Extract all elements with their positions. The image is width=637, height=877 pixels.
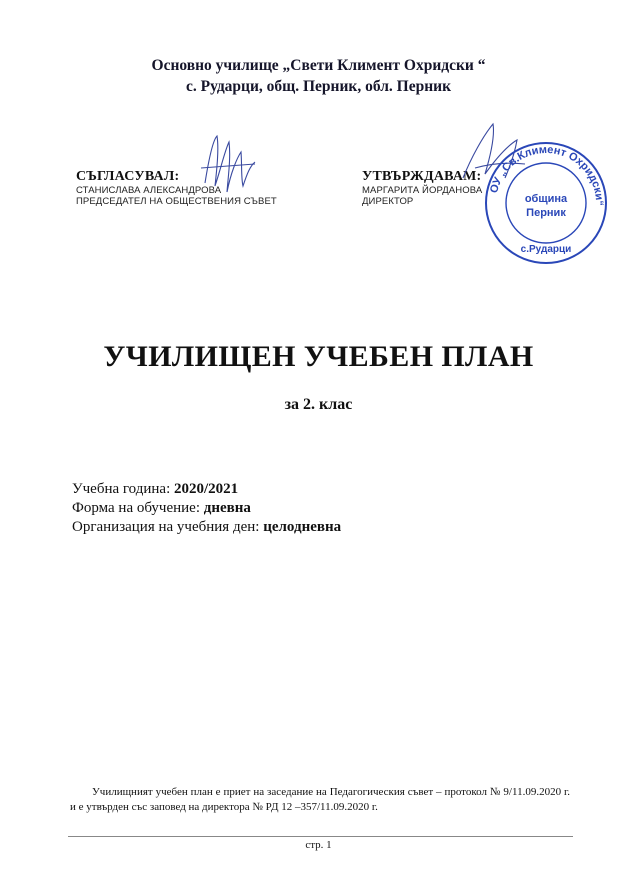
stamp-bottom-text: с.Рударци <box>520 244 572 255</box>
school-name: Основно училище „Свети Климент Охридски “ <box>151 57 486 74</box>
stamp-inner-line1: община <box>524 193 568 205</box>
approval-right-position: ДИРЕКТОР <box>362 196 414 207</box>
approval-left-position: ПРЕДСЕДАТЕЛ НА ОБЩЕСТВЕНИЯ СЪВЕТ <box>76 196 277 207</box>
approval-right-title: УТВЪРЖДАВАМ: <box>362 169 482 184</box>
school-address: с. Рударци, общ. Перник, обл. Перник <box>185 78 452 95</box>
info-block <box>72 480 341 537</box>
document-grade: за 2. клас <box>284 396 353 413</box>
approval-right-name: МАРГАРИТА ЙОРДАНОВА <box>362 185 483 196</box>
page-number: стр. 1 <box>305 839 332 851</box>
footer-note-text: Училищният учебен план е приет на заседание на Педагогическия съвет – протокол № 9/11.09.2020 г. и е утвърден със заповед на директора № РД 12 –357/11.09.2020 г. <box>70 786 570 813</box>
school-year-label: Учебна година: <box>72 481 174 497</box>
organization-label: Организация на учебния ден: <box>72 519 264 535</box>
footer-note <box>70 785 570 815</box>
form-value: дневна <box>203 500 251 516</box>
document-title: УЧИЛИЩЕН УЧЕБЕН ПЛАН <box>103 340 534 373</box>
school-header <box>0 55 637 97</box>
form-label: Форма на обучение: <box>72 500 204 516</box>
form-line <box>72 499 341 518</box>
school-year-line <box>72 480 341 499</box>
stamp-outer-text: ОУ „Св.Климент Охридски“ <box>488 143 606 206</box>
organization-value: целодневна <box>263 519 342 535</box>
signature-left <box>195 128 265 200</box>
school-stamp <box>483 140 609 266</box>
organization-line <box>72 518 341 537</box>
school-year-value: 2020/2021 <box>174 481 239 497</box>
stamp-inner-line2: Перник <box>526 207 566 219</box>
footer-divider <box>68 836 573 837</box>
approval-left-name: СТАНИСЛАВА АЛЕКСАНДРОВА <box>76 185 222 196</box>
approval-left-title: СЪГЛАСУВАЛ: <box>76 169 180 184</box>
